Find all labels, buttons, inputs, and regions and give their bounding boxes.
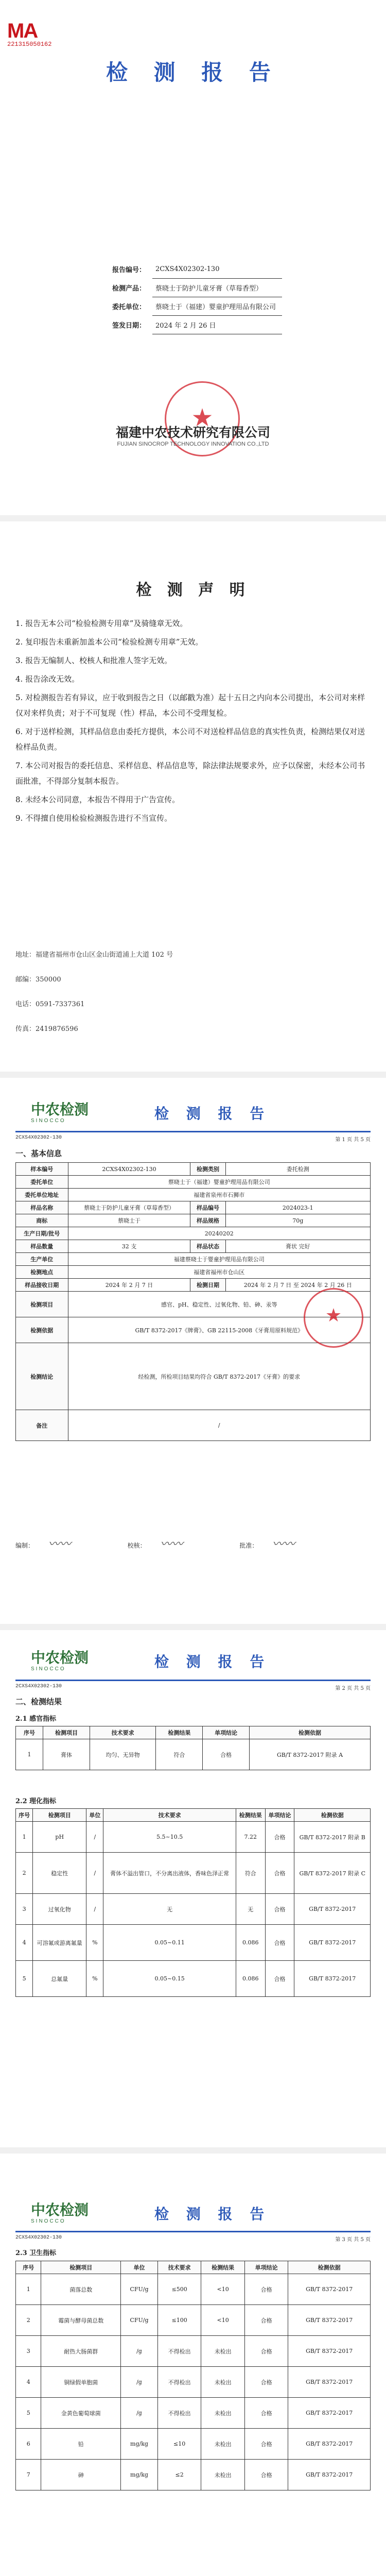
cell-label: 样品规格 [190, 1214, 225, 1227]
table-cell: 符合 [156, 1739, 203, 1770]
hygiene-table [15, 2261, 371, 2490]
table-cell: CFU/g [121, 2305, 158, 2336]
table-row [16, 2460, 371, 2490]
table-cell: 1 [16, 1739, 43, 1770]
table-row [16, 1961, 371, 1997]
table-row [16, 1894, 371, 1925]
cma-number: 221315050162 [7, 41, 52, 48]
brand-logo: 中农检测 [31, 1101, 89, 1118]
cell-value: 20240202 [68, 1227, 370, 1240]
table-row [16, 1214, 371, 1227]
page-number: 第 1 页 共 5 页 [335, 1137, 371, 1143]
cell-label: 样品名称 [16, 1201, 68, 1214]
table-cell: ≤100 [157, 2305, 201, 2336]
info-label: 检测产品： [112, 284, 146, 293]
table-cell: <10 [201, 2274, 244, 2305]
statement-item: 5. 对检测报告若有异议，应于收到报告之日（以邮戳为准）起十五日之内向本公司提出，本公司对来样仅对来样负责；对于不可复现（性）样品，本公司不受理复检。 [15, 693, 365, 718]
column-header: 检测依据 [250, 1726, 371, 1739]
cell-value: / [68, 1410, 370, 1441]
info-row [109, 297, 282, 315]
table-cell: 5.5~10.5 [103, 1822, 236, 1853]
info-row [109, 260, 282, 278]
column-header: 技术要求 [157, 2261, 201, 2274]
table-cell: GB/T 8372-2017 附录 A [250, 1739, 371, 1770]
table-cell: GB/T 8372-2017 [294, 1961, 371, 1997]
table-cell: 2 [16, 2305, 41, 2336]
cell-label: 样品数量 [16, 1240, 68, 1253]
column-header: 技术要求 [103, 1809, 236, 1822]
cell-value: 蔡晓士于 [68, 1214, 190, 1227]
statement-item: 7. 本公司对报告的委托信息、采样信息、样品信息等，除法律法规要求外，应予以保密，未经本公司书面批准，不得部分复制本报告。 [15, 761, 365, 786]
column-header: 检测结果 [201, 2261, 244, 2274]
table-row [16, 1253, 371, 1266]
cma-logo: MA [7, 20, 38, 42]
signature-mark: 〰︎〰︎ [272, 1538, 295, 1551]
table-cell: 7 [16, 2460, 41, 2490]
signer-label: 批准： [239, 1542, 258, 1549]
table-cell: 4 [16, 1925, 33, 1961]
table-header-row [16, 1726, 371, 1739]
table-cell: / [86, 1822, 103, 1853]
table-row [16, 2336, 371, 2367]
cell-value: 70g [225, 1214, 370, 1227]
statement-list [15, 616, 371, 829]
report-header-title: 检 测 报 告 [154, 1105, 271, 1122]
cell-label: 委托单位 [16, 1176, 68, 1189]
table-cell: 合格 [244, 2460, 288, 2490]
cell-label: 备注 [16, 1410, 68, 1441]
brand-logo-en: SINOCCO [31, 1118, 66, 1124]
cell-value: 福建省福州市仓山区 [68, 1266, 370, 1279]
table-row [16, 1822, 371, 1853]
statement-item: 6. 对于送样检测，其样品信息由委托方提供，本公司不对送检样品信息的真实性负责，检测结果仅对送检样品负责。 [15, 727, 365, 752]
column-header: 序号 [16, 1726, 43, 1739]
cell-value: 蔡晓士于（福建）婴童护理用品有限公司 [68, 1176, 370, 1189]
signature-mark: 〰︎〰︎ [48, 1538, 71, 1551]
cell-value: 蔡晓士于防护儿童牙膏（草莓香型） [68, 1201, 190, 1214]
table-cell: 耐热大肠菌群 [41, 2336, 121, 2367]
table-cell: 未检出 [201, 2367, 244, 2398]
contact-postcode: 邮编：350000 [15, 976, 61, 984]
cover-page [0, 0, 386, 515]
brand-logo: 中农检测 [31, 2201, 89, 2218]
table-cell: <10 [201, 2305, 244, 2336]
section-title: 二、检测结果 [15, 1697, 62, 1706]
statement-item: 4. 报告涂改无效。 [15, 674, 80, 684]
table-row [16, 1163, 371, 1176]
table-cell: 稳定性 [33, 1853, 86, 1894]
table-cell: 3 [16, 2336, 41, 2367]
section-title: 一、基本信息 [15, 1149, 62, 1158]
table-cell: 合格 [244, 2429, 288, 2460]
table-cell: 合格 [265, 1853, 294, 1894]
contact-address: 地址：福建省福州市仓山区金山街道浦上大道 102 号 [15, 951, 173, 959]
table-cell: GB/T 8372-2017 [288, 2274, 371, 2305]
statement-item: 2. 复印报告未重新加盖本公司“检验检测专用章”无效。 [15, 637, 203, 647]
contact-phone: 电话：0591-7337361 [15, 1001, 85, 1008]
cell-value: 2024 年 2 月 7 日 [68, 1279, 190, 1292]
contact-fax: 传真：2419876596 [15, 1025, 78, 1033]
table-cell: 合格 [265, 1961, 294, 1997]
cma-mark [7, 20, 61, 48]
table-cell: 未检出 [201, 2460, 244, 2490]
table-row [16, 1240, 371, 1253]
info-value: 蔡晓士于防护儿童牙膏（草莓香型） [152, 278, 282, 297]
report-number: 2CXS4X02302-130 [15, 2235, 62, 2241]
table-row [16, 1925, 371, 1961]
table-cell: 铜绿假单胞菌 [41, 2367, 121, 2398]
cell-label: 检测结论 [16, 1343, 68, 1410]
table-cell: GB/T 8372-2017 [288, 2398, 371, 2429]
table-cell: pH [33, 1822, 86, 1853]
table-cell: 合格 [244, 2274, 288, 2305]
table-cell: 未检出 [201, 2429, 244, 2460]
page-separator [0, 1624, 386, 1630]
table-cell: 合格 [244, 2398, 288, 2429]
cover-info-table [109, 260, 282, 334]
page-separator [0, 2147, 386, 2154]
table-cell: GB/T 8372-2017 [288, 2429, 371, 2460]
cell-value: 委托检测 [225, 1163, 370, 1176]
column-header: 检测项目 [43, 1726, 90, 1739]
cell-label: 检测地点 [16, 1266, 68, 1279]
cell-value: 经检测，所检项目结果均符合 GB/T 8372-2017《牙膏》的要求 [68, 1343, 370, 1410]
cell-value: 福建省泉州市石狮市 [68, 1189, 370, 1201]
table-row [16, 1343, 371, 1410]
subsection-title: 2.1 感官指标 [15, 1715, 57, 1723]
table-cell: 未检出 [201, 2398, 244, 2429]
column-header: 单项结论 [244, 2261, 288, 2274]
signer-label: 编制： [15, 1542, 34, 1549]
table-cell: 4 [16, 2367, 41, 2398]
table-cell: 合格 [265, 1822, 294, 1853]
cell-label: 生产单位 [16, 1253, 68, 1266]
table-cell: 合格 [203, 1739, 250, 1770]
signature-row [15, 1535, 371, 1551]
table-cell: /g [121, 2398, 158, 2429]
table-cell: % [86, 1961, 103, 1997]
table-cell: 合格 [265, 1925, 294, 1961]
table-row [16, 1266, 371, 1279]
signature-mark: 〰︎〰︎ [160, 1538, 183, 1551]
table-cell: GB/T 8372-2017 [288, 2460, 371, 2490]
cell-label: 样品编号 [190, 1201, 225, 1214]
cell-label: 样品接收日期 [16, 1279, 68, 1292]
cell-value: 膏状 完好 [225, 1240, 370, 1253]
table-cell: 0.05~0.11 [103, 1925, 236, 1961]
table-cell: GB/T 8372-2017 [294, 1925, 371, 1961]
subsection-title: 2.3 卫生指标 [15, 2249, 57, 2257]
column-header: 序号 [16, 2261, 41, 2274]
cell-value: 福建蔡晓士于婴童护理用品有限公司 [68, 1253, 370, 1266]
table-cell: 不得检出 [157, 2336, 201, 2367]
table-cell: 5 [16, 2398, 41, 2429]
table-row [16, 1410, 371, 1441]
table-cell: 铅 [41, 2429, 121, 2460]
cell-label: 委托单位地址 [16, 1189, 68, 1201]
table-cell: 霉菌与酵母菌总数 [41, 2305, 121, 2336]
brand-logo-en: SINOCCO [31, 2218, 66, 2224]
column-header: 单位 [86, 1809, 103, 1822]
signer-label: 校核： [127, 1542, 146, 1549]
subsection-title: 2.2 理化指标 [15, 1798, 57, 1805]
table-cell: 膏体不溢出管口，不分离出液体，香味色泽正常 [103, 1853, 236, 1894]
column-header: 检测项目 [33, 1809, 86, 1822]
cell-label: 生产日期/批号 [16, 1227, 68, 1240]
table-cell: 合格 [244, 2305, 288, 2336]
table-cell: 不得检出 [157, 2398, 201, 2429]
statement-item: 9. 不得擅自使用检验检测报告进行不当宣传。 [15, 814, 172, 823]
brand-logo-en: SINOCCO [31, 1666, 66, 1672]
table-header-row [16, 2261, 371, 2274]
seal-star-icon: ★ [325, 1305, 342, 1326]
table-cell: GB/T 8372-2017 [294, 1894, 371, 1925]
info-row [109, 315, 282, 334]
table-header-row [16, 1809, 371, 1822]
physchem-table [15, 1808, 371, 1997]
inspection-seal [304, 1288, 363, 1348]
info-row [109, 278, 282, 297]
table-cell: 合格 [265, 1894, 294, 1925]
table-cell: 0.086 [236, 1961, 265, 1997]
table-cell: CFU/g [121, 2274, 158, 2305]
cell-label: 检测日期 [190, 1279, 225, 1292]
table-cell: 不得检出 [157, 2367, 201, 2398]
institute-name: 福建中农技术研究有限公司 [115, 425, 270, 440]
table-cell: 菌落总数 [41, 2274, 121, 2305]
table-cell: 无 [236, 1894, 265, 1925]
table-cell: 1 [16, 1822, 33, 1853]
cell-value: 32 支 [68, 1240, 190, 1253]
info-label: 委托单位： [112, 303, 146, 311]
table-row [16, 1739, 371, 1770]
table-cell: /g [121, 2336, 158, 2367]
table-cell: 可溶氟或游离氟量 [33, 1925, 86, 1961]
column-header: 单项结论 [265, 1809, 294, 1822]
table-cell: 无 [103, 1894, 236, 1925]
statement-title: 检 测 声 明 [136, 581, 250, 599]
cell-label: 检测类别 [190, 1163, 225, 1176]
table-cell: 金黄色葡萄球菌 [41, 2398, 121, 2429]
statement-item: 3. 报告无编制人、校核人和批准人签字无效。 [15, 656, 172, 665]
cell-value: 感官、pH、稳定性、过氧化物、铅、砷、汞等 [68, 1292, 370, 1317]
table-row [16, 2429, 371, 2460]
contact-info [15, 943, 173, 1042]
sensory-table [15, 1726, 371, 1770]
header-rule [15, 1131, 371, 1132]
column-header: 检测项目 [41, 2261, 121, 2274]
table-cell: 砷 [41, 2460, 121, 2490]
cover-title: 检 测 报 告 [106, 60, 280, 85]
table-row [16, 1227, 371, 1240]
table-cell: mg/kg [121, 2460, 158, 2490]
table-cell: 均匀、无异物 [90, 1739, 156, 1770]
table-cell: GB/T 8372-2017 [288, 2367, 371, 2398]
table-cell: /g [121, 2367, 158, 2398]
column-header: 序号 [16, 1809, 33, 1822]
table-cell: % [86, 1925, 103, 1961]
statement-item: 8. 未经本公司同意，本报告不得用于广告宣传。 [15, 795, 180, 804]
institute-name-en: FUJIAN SINOCROP TECHNOLOGY INNOVATION CO.,LTD [117, 441, 269, 447]
table-row [16, 2398, 371, 2429]
cell-label: 样品状态 [190, 1240, 225, 1253]
column-header: 检测结果 [156, 1726, 203, 1739]
table-row [16, 1176, 371, 1189]
table-row [16, 1189, 371, 1201]
page-number: 第 3 页 共 5 页 [335, 2237, 371, 2243]
cell-value: GB/T 8372-2017《牌膏》、GB 22115-2008《牙膏用原料规范》 [68, 1317, 370, 1343]
table-cell: GB/T 8372-2017 [288, 2305, 371, 2336]
table-cell: 过氧化物 [33, 1894, 86, 1925]
column-header: 单位 [121, 2261, 158, 2274]
table-cell: 符合 [236, 1853, 265, 1894]
info-value: 2CXS4X02302-130 [152, 260, 282, 278]
table-cell: GB/T 8372-2017 附录 C [294, 1853, 371, 1894]
brand-logo: 中农检测 [31, 1649, 89, 1666]
table-cell: ≤10 [157, 2429, 201, 2460]
report-header-title: 检 测 报 告 [154, 1653, 271, 1670]
column-header: 检测依据 [294, 1809, 371, 1822]
info-label: 报告编号： [112, 266, 146, 274]
cell-label: 检测依据 [16, 1317, 68, 1343]
table-cell: GB/T 8372-2017 附录 B [294, 1822, 371, 1853]
column-header: 检测依据 [288, 2261, 371, 2274]
table-row [16, 1279, 371, 1292]
table-cell: ≤500 [157, 2274, 201, 2305]
cell-label: 样本编号 [16, 1163, 68, 1176]
column-header: 单项结论 [203, 1726, 250, 1739]
report-number: 2CXS4X02302-130 [15, 1135, 62, 1141]
column-header: 技术要求 [90, 1726, 156, 1739]
column-header: 检测结果 [236, 1809, 265, 1822]
table-cell: 6 [16, 2429, 41, 2460]
table-row [16, 1853, 371, 1894]
table-row [16, 2305, 371, 2336]
report-number: 2CXS4X02302-130 [15, 1684, 62, 1689]
table-cell: 0.086 [236, 1925, 265, 1961]
table-cell: 5 [16, 1961, 33, 1997]
table-cell: GB/T 8372-2017 [288, 2336, 371, 2367]
cell-value: 2024 年 2 月 7 日 至 2024 年 2 月 26 日 [225, 1279, 370, 1292]
info-value: 蔡晓士于（福建）婴童护理用品有限公司 [152, 297, 282, 315]
table-cell: / [86, 1894, 103, 1925]
info-value: 2024 年 2 月 26 日 [152, 315, 282, 334]
table-cell: 总氟量 [33, 1961, 86, 1997]
table-cell: ≤2 [157, 2460, 201, 2490]
info-label: 签发日期： [112, 321, 146, 330]
page-separator [0, 1072, 386, 1078]
table-cell: 0.05~0.15 [103, 1961, 236, 1997]
table-cell: 7.22 [236, 1822, 265, 1853]
table-cell: / [86, 1853, 103, 1894]
table-row [16, 1201, 371, 1214]
table-cell: 合格 [244, 2367, 288, 2398]
table-cell: 合格 [244, 2336, 288, 2367]
header-rule [15, 1680, 371, 1681]
table-row [16, 2367, 371, 2398]
header-rule [15, 2231, 371, 2232]
table-cell: 3 [16, 1894, 33, 1925]
statement-item: 1. 报告无本公司“检验检测专用章”及骑缝章无效。 [15, 619, 188, 628]
cell-label: 商标 [16, 1214, 68, 1227]
table-cell: 膏体 [43, 1739, 90, 1770]
table-row [16, 2274, 371, 2305]
cell-value: 2024023-1 [225, 1201, 370, 1214]
seal-star-icon: ★ [191, 403, 214, 432]
cell-value: 2CXS4X02302-130 [68, 1163, 190, 1176]
table-cell: 未检出 [201, 2336, 244, 2367]
cell-label: 检测项目 [16, 1292, 68, 1317]
report-header-title: 检 测 报 告 [154, 2206, 271, 2223]
table-cell: mg/kg [121, 2429, 158, 2460]
table-cell: 2 [16, 1853, 33, 1894]
page-number: 第 2 页 共 5 页 [335, 1686, 371, 1691]
page-separator [0, 515, 386, 521]
table-cell: 1 [16, 2274, 41, 2305]
